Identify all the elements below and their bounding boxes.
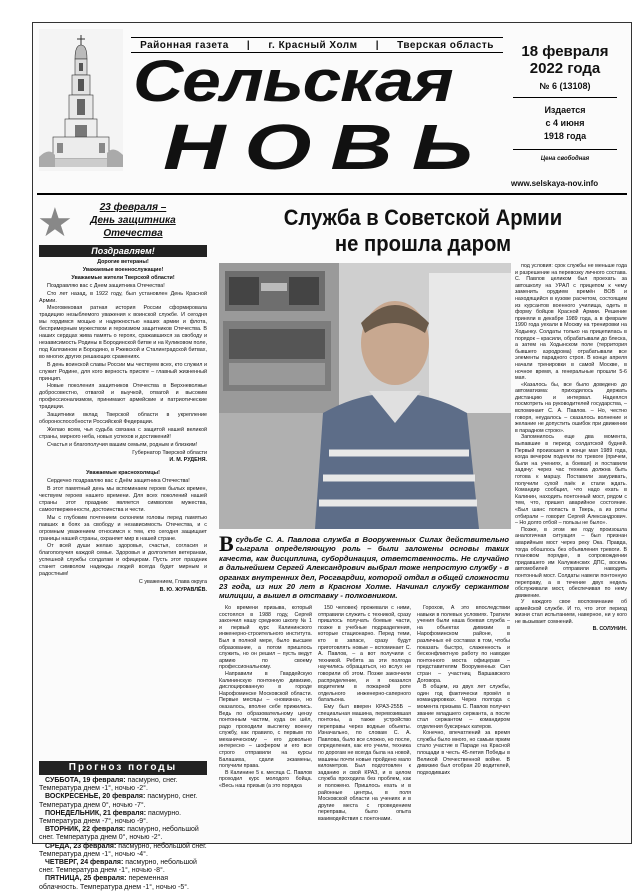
greeting-column bbox=[39, 259, 207, 595]
tagline-separator: | bbox=[375, 39, 380, 51]
forecast-text: пасмурно, снег. Температура днем -1°, ночью -2°. bbox=[39, 777, 178, 793]
article-paragraph: Конечно, впечатлений за время службы было много, но самым ярким стало участие в Параде на Красной площади в честь 45-летия Победы в Великой Отечественной войне. В дивизию был отобран 20 водителей, подходивших bbox=[417, 730, 510, 776]
headline-line: не прошла даром bbox=[334, 231, 512, 256]
forecast-day-name: ПОНЕДЕЛЬНИК, 21 февраля: bbox=[45, 809, 147, 817]
article-right-column bbox=[515, 263, 627, 632]
newspaper-page bbox=[32, 22, 632, 891]
forecast-day-name: ЧЕТВЕРГ, 24 февраля: bbox=[45, 859, 124, 867]
forecast-day-name: ВТОРНИК, 22 февраля: bbox=[45, 826, 126, 834]
greeting-line: Дорогие ветераны! bbox=[97, 259, 149, 265]
holiday-line: Отечества bbox=[103, 228, 163, 239]
forecast-text: пасмурно, снег. Температура днем 0°, ночью -7°. bbox=[39, 793, 198, 809]
article-author: В. СОЛУНИН. bbox=[592, 625, 627, 632]
article-lead bbox=[219, 531, 509, 601]
weather-header: Прогноз погоды bbox=[39, 761, 207, 775]
lead-text: судьбе С. А. Павлова служба в Вооруженных Силах действительно сыграла определяющую роль – были заложены основы таких качеств, как дисциплина, субординация, ответственность. Не случайно в дальнейшем Сергей Александрович выбрал тоже непростую службу - в органах внутренних дел, Росгвардии, которой отдал в общей сложности 23 года, из них 20 лет в Красном Холме. Начинал службу сержантом милиции, а вышел в отставку - полковником. bbox=[219, 535, 509, 601]
greeting-paragraph: Многовековая ратная история России сформировала традицию незыблемого уважения к воинской службе. И сегодня мы гордимся мощью и надежностью наших армии и флота, беспримерным мужеством и героизмом защитников Отечества. В наших сердцах жива память о героях, сражавшихся за свободу и независимость Родины в Бородинской битве и на Куликовом поле, под Калязином и Бородино, в Ржевской и Сталинградской битвах, во многих других решающих сражениях. bbox=[39, 305, 207, 360]
star-icon: ★ bbox=[37, 200, 73, 245]
holiday-badge bbox=[37, 199, 185, 245]
article-photo bbox=[219, 263, 511, 529]
published-since-1: Издается bbox=[544, 105, 586, 115]
drop-cap: В bbox=[219, 531, 234, 556]
greeting-paragraph: В этот памятный день мы вспоминаем героев былых времен, чествуем героев нашего времени. Для всех поколений нашей страны этот праздник является символом мужества, самоотверженности, достоинства и чести. bbox=[39, 486, 207, 513]
article-column bbox=[219, 605, 312, 823]
article-paragraph: под условия: срок службы не меньше года и разрешение на перевозку личного состава. С. Павлов целиком был проехать за автошколу на УРАЛ с прицепом к чему заменить орудием времён ВОВ и находящийся в кузове расчетом, состоящим из курсантов военного училища, одеть в форму бойцов Красной Армии. Решение приняли в декабре 1989 года, а в феврале 1990 года уехали в Москву на тренировки на Ходынку. Солдаты только на прицепилась в порядок – красили, обрабатывали до блеска, а затем на Ходынском поле (территория бывшего аэродрома) отрабатывали все элементы парадного строя. В конце апреля начали тренировки в самой Москве, в ночное время, а генеральные прошли 5-6 мая. bbox=[515, 263, 627, 382]
greeting-paragraph: В день воинской славы России мы чествуем всех, кто служил и служит Родине, для кого верность присяге – главный жизненный принцип. bbox=[39, 361, 207, 382]
greeting-line: Уважаемые краснохолмцы! bbox=[86, 470, 160, 477]
greeting-line: Уважаемые военнослужащие! bbox=[82, 266, 164, 273]
newspaper-title-line1: Сельская bbox=[133, 49, 453, 114]
greeting-paragraph: Защитники вклад Тверской области в укрепление обороноспособности Российской Федерации. bbox=[39, 412, 207, 425]
forecast-day-name: ПЯТНИЦА, 25 февраля: bbox=[45, 875, 127, 883]
website-link[interactable]: www.selskaya-nov.info bbox=[511, 179, 599, 188]
forecast-day bbox=[39, 859, 207, 875]
article-paragraph: Запомнилось еще два момента, выпавшие в период солдатской будней. Первый произошел в конце мая 1989 года, когда вечером подняли по тревоге (причем, были на учениях, а боевая) и поставили задачу: через час техника должна быть готова к маршу. Поставили закуривать, получили сухой паёк и стали ждать. Командир сообщил, что надо ехать в Калинин, находить понтонный мост, рядом с тем, что, пришел аварийное состояние. «Был шанс попасть в Тверь, а из роты отбирали – говорит Сергей Александрович. – Но долго отбой – пользы не было». bbox=[515, 434, 627, 527]
greeting-signature: И. М. РУДЕНЯ. bbox=[169, 457, 207, 464]
tagline-item: Тверская область bbox=[397, 39, 494, 51]
forecast-day bbox=[39, 793, 207, 809]
greeting-paragraph: От всей души желаю здоровья, счастья, согласия и благополучия каждой семье. Здоровья и долголетия ветеранам, успешной службы солдатам и офицерам. Пусть этот праздник станет символом надежды людей всегда будет мирным и радостным! bbox=[39, 543, 207, 578]
divider bbox=[513, 149, 617, 150]
holiday-text bbox=[81, 201, 185, 240]
published-since-3: 1918 года bbox=[543, 131, 587, 141]
greeting-paragraph: Мы с глубоким почтением склоняем головы перед памятью павших в боях за свободу и независимость Отечества, и с огромным уважением относимся к тем, кто сегодня защищает границы нашей страны, охраняет мир в нашей стране. bbox=[39, 514, 207, 542]
article-paragraph: У каждого свое воспоминание об армейской службе. И то, что этот период жизни стал испытанием, наверное, ни у кого не вызывает сомнений. bbox=[515, 599, 627, 626]
forecast-text: пасмурно, небольшой снег. Температура днем -1°, ночью -4°. bbox=[39, 842, 207, 858]
article-paragraph: «Казалось бы, все было доведено до автоматизма: приходилось держать дистанцию и интервал. Надеялся посмотреть на руководителей государства, – вспоминает С. А. Павлов. – Но, честно говоря, неудалось – сказалось волнение и желание не допустить ошибок при движении в парадном строю». bbox=[515, 381, 627, 434]
greeting-paragraph: Желаю всем, чья судьба связана с защитой нашей великой страны, мирного неба, новых успехов и достижений! bbox=[39, 426, 207, 440]
tagline-separator: | bbox=[246, 39, 251, 51]
weather-forecast bbox=[39, 777, 207, 892]
forecast-day bbox=[39, 843, 207, 859]
issue-date-year: 2022 года bbox=[529, 60, 601, 77]
forecast-day bbox=[39, 777, 207, 793]
greeting-line: Уважаемые жители Тверской области! bbox=[71, 274, 175, 281]
headline-line: Служба в Советской Армии bbox=[283, 205, 563, 230]
greeting-paragraph: Счастья и благополучия вашим семьям, родным и близким! bbox=[47, 441, 198, 448]
greeting-signature-role: Губернатор Тверской области bbox=[132, 449, 207, 456]
forecast-text: переменная облачность. Температура днем -1°, ночью -5°. bbox=[39, 875, 189, 891]
forecast-day-name: ВОСКРЕСЕНЬЕ, 20 февраля: bbox=[45, 793, 146, 801]
article-paragraph: Горохов, А это впоследствии навыки в полевых условиях. Тратили учения были наша боевая служба – на объектах дивизии в Нарофоминском районе, в различных её составах в том, чтобы показать быстро, слаженность и бесконфликтную работу по наводке понтонного моста офицерам – представителям Вооруженных Сил стран – участниц Варшавского Договора. bbox=[417, 605, 510, 684]
article-paragraph: Ему был вверен КРАЗ-255Б – специальная машина, перевозившая понтоны, а также устройство переправы через водные объекты. Изначально, по словам С. А. Павлова, было все сложно, но после, определения, как его учили, техника по дорогам не всегда была на новой, машины почти новые пройдено мало километров. Был подготовлен к заданию и свой КРАЗ, и в целом служба проходила без проблем, как и положено. Пришлось ехать и в районные центры, в поля Московской области на учениях и в другие места с проведением переправы, было опыта взаимодействия с понтонами. bbox=[318, 703, 411, 822]
article-body-columns bbox=[219, 605, 511, 823]
greeting-paragraph: Сто лет назад, в 1922 году, был установлен День Красной Армии. bbox=[39, 290, 207, 304]
greeting-paragraph: Новые поколения защитников Отечества в Верхневолжье добросовестно, отвагой и выучкой, отвагой и высоким профессионализмом, принимают армейские и патриотические традиции. bbox=[39, 383, 207, 411]
newspaper-title-line2: НОВЬ bbox=[163, 111, 492, 183]
article-paragraph: Направили в Гвардейскую Калининскую понтонную дивизию, дислоцированную в городе Нарофоминске Московской области. Первые месяцы – «новизна», но оказалось, вполне себе прижились. Ведь по образовательному цензу понтонным частям, куда он шёл, радо проходили выслегку военну службу, как правило, с первым по механическому – его довольно интересно – шофером и его все строго отправили на курсы Балашиха, сдали экзамены, получили права. bbox=[219, 670, 312, 770]
greeting-signature: В. Ю. ЖУРАВЛЁВ. bbox=[159, 586, 207, 593]
article-paragraph: В общем, из двух лет службы, один год фактически провёл в командировках. Через полгода с момента призыва С. Павлов получил звание младшего сержанта, а после стал сержантом – командиром отделения буксирных катеров. bbox=[417, 684, 510, 730]
holiday-line: 23 февраля – bbox=[99, 202, 167, 213]
forecast-day-name: СУББОТА, 19 февраля: bbox=[45, 777, 126, 784]
forecast-day bbox=[39, 826, 207, 842]
issue-date-day: 18 февраля bbox=[521, 43, 609, 60]
issue-info-box bbox=[509, 35, 621, 185]
article-paragraph: В Калинине 5 к. месяца С. Павлов проходил курс молодого бойца. «Весь наш призыв (а это порядка bbox=[219, 769, 312, 790]
price-label: Цена свободная bbox=[540, 156, 590, 162]
tagline-item: г. Красный Холм bbox=[268, 39, 358, 51]
forecast-text: пасмурно, небольшой снег. Температура днем 0°, ночью -2°. bbox=[39, 826, 199, 842]
greeting-signature-role: С уважением, Глава округа bbox=[138, 578, 207, 585]
published-since-2: с 4 июня bbox=[545, 118, 585, 128]
forecast-day-name: СРЕДА, 23 февраля: bbox=[45, 842, 117, 850]
greeting-paragraph: Сердечно поздравляю вас с Днём защитника Отечества! bbox=[47, 478, 190, 485]
greeting-header: Поздравляем! bbox=[39, 245, 207, 257]
issue-number: № 6 (13108) bbox=[539, 81, 591, 91]
article-headline bbox=[235, 205, 610, 257]
article-paragraph: Ко времени призыва, который состоялся в 1988 году, Сергей закончил нашу среднюю школу № 1 и первый курс Калининского инженерно-строительного института. Был в полной мере, было высшее образование, а потом пришлось служить, но он решил – пусть ведут армию по своему профессиональному. bbox=[219, 605, 312, 671]
forecast-day bbox=[39, 875, 207, 891]
forecast-text: пасмурно, небольшой снег. Температура днем -1°, ночью -8°. bbox=[39, 859, 197, 875]
article-column bbox=[318, 605, 411, 823]
church-bell-tower-illustration bbox=[39, 29, 123, 171]
forecast-text: пасмурно. Температура днем -7°, ночью -9°. bbox=[39, 809, 182, 826]
forecast-day bbox=[39, 810, 207, 826]
masthead-rule bbox=[37, 193, 627, 195]
article-column bbox=[417, 605, 510, 823]
article-paragraph: 150 человек) прожевали с ними, отправили служить с техникой, сразу пришлось получать боевые части, позже в учебные подразделения, которые стационарно. Перед теми, кто в запасе, сразу будут приготовлять новые – вспоминает С. А. Павлов, – а вот получили с техникой. Ребята за эти полгода научились обращаться, но вслух не говорили об этом. Позже закончили распределение, и я оказался водителем в пожарной роте отдельного инженерно-саперного батальона. bbox=[318, 605, 411, 704]
tagline-item: Районная газета bbox=[140, 39, 229, 51]
article-paragraph: Позже, в этом же году произошла аналогичная ситуация – был признан аварийным мост через реку Ока. Правда, тогда обошлось без объявления тревоги. В плановом порядке, в сопровождении придавшего им Калужинских ДПС, восемь автомобилей отправили наводить понтонный мост. Солдаты навели понтонную переправу, а в течение двух недель обслуживали мост, обеспечивая по нему движение. bbox=[515, 526, 627, 599]
divider bbox=[513, 97, 617, 98]
greeting-paragraph: Поздравляю вас с Днем защитника Отечества! bbox=[47, 282, 165, 289]
holiday-line: День защитника bbox=[90, 215, 176, 226]
